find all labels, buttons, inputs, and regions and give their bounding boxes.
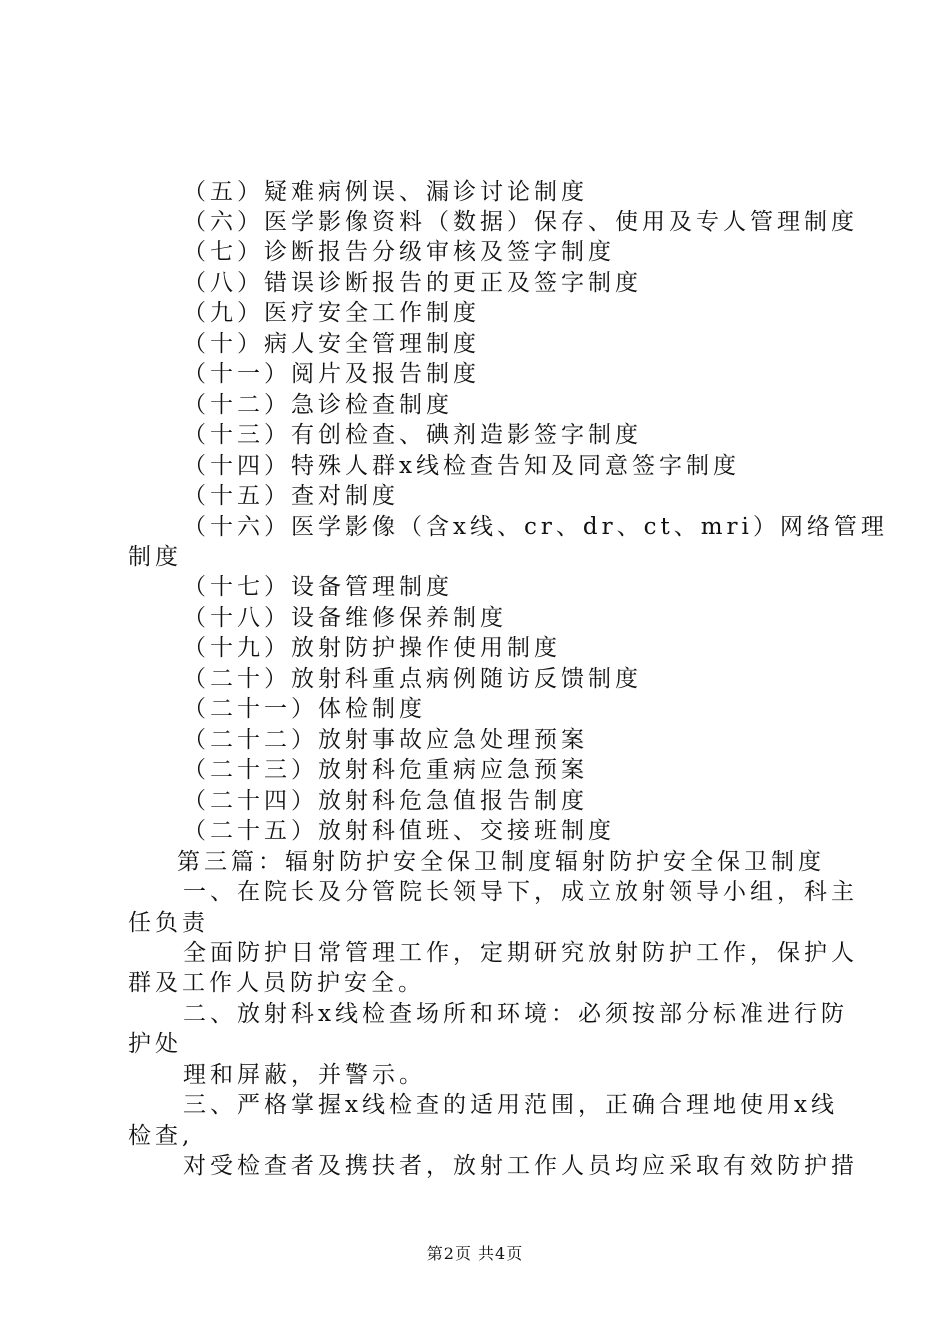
text-line: （十九）放射防护操作使用制度 xyxy=(183,635,561,661)
text-line: 制度 xyxy=(128,544,182,570)
text-line: （二十）放射科重点病例随访反馈制度 xyxy=(183,666,642,692)
text-line: （十七）设备管理制度 xyxy=(183,574,453,600)
text-line: 群及工作人员防护安全。 xyxy=(128,970,425,996)
text-line: 理和屏蔽，并警示。 xyxy=(183,1062,426,1088)
text-line: 二、放射科x线检查场所和环境：必须按部分标准进行防 xyxy=(183,1001,848,1027)
text-line: 对受检查者及携扶者，放射工作人员均应采取有效防护措 xyxy=(183,1153,858,1179)
text-line: （十）病人安全管理制度 xyxy=(183,331,480,357)
text-line: （二十四）放射科危急值报告制度 xyxy=(183,788,588,814)
text-line: 三、严格掌握x线检查的适用范围，正确合理地使用x线 xyxy=(183,1092,838,1118)
text-line: （十三）有创检查、碘剂造影签字制度 xyxy=(183,422,642,448)
text-line: （十一）阅片及报告制度 xyxy=(183,361,480,387)
page-number-footer: 第2页 共4页 xyxy=(426,1244,524,1263)
text-line: （十八）设备维修保养制度 xyxy=(183,605,507,631)
text-line: （六）医学影像资料（数据）保存、使用及专人管理制度 xyxy=(183,209,858,235)
text-line: （十二）急诊检查制度 xyxy=(183,392,453,418)
text-line: 检查, xyxy=(128,1123,194,1149)
text-line: （十四）特殊人群x线检查告知及同意签字制度 xyxy=(183,453,740,479)
text-line: （二十一）体检制度 xyxy=(183,696,426,722)
text-line: （十五）查对制度 xyxy=(183,483,399,509)
text-line: 任负责 xyxy=(128,910,209,936)
text-line: （五）疑难病例误、漏诊讨论制度 xyxy=(183,179,588,205)
text-line: （二十三）放射科危重病应急预案 xyxy=(183,757,588,783)
text-line: 一、在院长及分管院长领导下，成立放射领导小组，科主 xyxy=(183,879,858,905)
text-line: （八）错误诊断报告的更正及签字制度 xyxy=(183,270,642,296)
section-heading: 第三篇：辐射防护安全保卫制度辐射防护安全保卫制度 xyxy=(177,849,825,875)
text-line: （十六）医学影像（含x线、cr、dr、ct、mri）网络管理 xyxy=(183,514,888,540)
text-line: （二十五）放射科值班、交接班制度 xyxy=(183,818,615,844)
text-line: （二十二）放射事故应急处理预案 xyxy=(183,727,588,753)
text-line: （九）医疗安全工作制度 xyxy=(183,300,480,326)
text-line: 全面防护日常管理工作，定期研究放射防护工作，保护人 xyxy=(183,940,858,966)
text-line: 护处 xyxy=(128,1031,182,1057)
text-line: （七）诊断报告分级审核及签字制度 xyxy=(183,239,615,265)
